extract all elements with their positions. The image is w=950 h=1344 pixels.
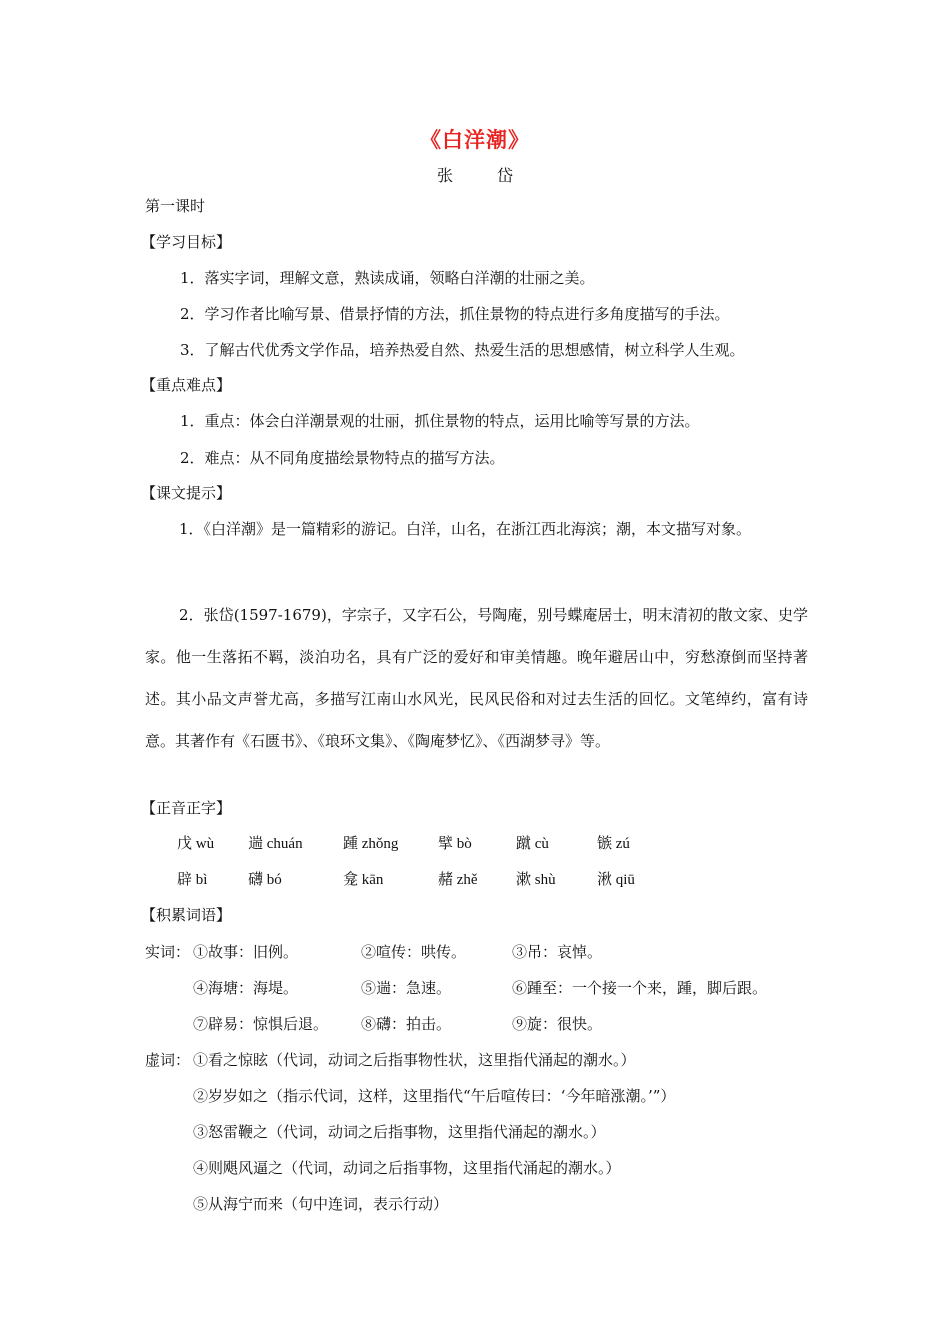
- goal-item: 3．了解古代优秀文学作品，培养热爱自然、热爱生活的思想感情，树立科学人生观。: [180, 341, 745, 359]
- tip-paragraph: 1．《白洋潮》是一篇精彩的游记。白洋，山名，在浙江西北海滨；潮，本文描写对象。: [179, 520, 752, 538]
- content-word-item: ③吊：哀悼。: [512, 943, 603, 961]
- content-word-item: ⑧礴：拍击。: [361, 1015, 452, 1033]
- pronunciation-item: 赭 zhě: [438, 872, 478, 888]
- content-word-item: ⑤遄：急速。: [361, 979, 452, 997]
- content-word-item: ④海塘：海堤。: [193, 979, 299, 997]
- pronunciation-item: 湫 qiū: [597, 872, 635, 888]
- pronunciation-item: 辟 bì: [177, 872, 208, 888]
- content-word-item: ⑨旋：很快。: [512, 1015, 603, 1033]
- content-word-item: ②喧传：哄传。: [361, 943, 467, 961]
- content-word-item: ⑦辟易：惊惧后退。: [193, 1015, 329, 1033]
- section-heading-tips: 【课文提示】: [141, 484, 232, 502]
- keypoint-item: 1．重点：体会白洋潮景观的壮丽，抓住景物的特点，运用比喻等写景的方法。: [180, 412, 700, 430]
- section-heading-goals: 【学习目标】: [141, 233, 232, 251]
- keypoint-item: 2．难点：从不同角度描绘景物特点的描写方法。: [180, 449, 505, 467]
- author-name: 张 岱: [436, 166, 527, 185]
- content-word-item: ⑥踵至：一个接一个来，踵，脚后跟。: [512, 979, 768, 997]
- section-heading-vocabulary: 【积累词语】: [141, 906, 232, 924]
- tip-paragraph: 2．张岱(1597-1679)，字宗子，又字石公，号陶庵，别号蝶庵居士，明末清初的散文家、史学家。他一生落拓不羁，淡泊功名，具有广泛的爱好和审美情趣。晚年避居山中，穷愁潦倒而坚持著述。其小品文声誉尤高，多描写江南山水风光，民风民俗和对过去生活的回忆。文笔绰约，富有诗意。其著作有《石匮书》、《琅环文集》、《陶庵梦忆》、《西湖梦寻》等。: [145, 606, 808, 750]
- function-word-item: ①看之惊眩（代词，动词之后指事物性状，这里指代涌起的潮水。）: [193, 1051, 636, 1069]
- content-word-item: ①故事：旧例。: [193, 943, 299, 961]
- function-word-item: ②岁岁如之（指示代词，这样，这里指代“午后喧传曰：‘今年暗涨潮。’”）: [193, 1087, 676, 1105]
- function-word-item: ③怒雷鞭之（代词，动词之后指事物，这里指代涌起的潮水。）: [193, 1123, 606, 1141]
- pronunciation-item: 蹴 cù: [516, 836, 549, 852]
- function-words-label: 虚词：: [145, 1051, 191, 1069]
- goal-item: 1．落实字词，理解文意，熟读成诵，领略白洋潮的壮丽之美。: [180, 269, 595, 287]
- pronunciation-item: 镞 zú: [597, 836, 630, 852]
- pronunciation-item: 礴 bó: [248, 872, 282, 888]
- function-word-item: ⑤从海宁而来（句中连词，表示行动）: [193, 1195, 449, 1213]
- section-heading-keypoints: 【重点难点】: [141, 376, 232, 394]
- pronunciation-item: 擘 bò: [438, 836, 472, 852]
- section-heading-pronunciation: 【正音正字】: [141, 799, 232, 817]
- function-word-item: ④则飓风逼之（代词，动词之后指事物，这里指代涌起的潮水。）: [193, 1159, 621, 1177]
- pronunciation-item: 戊 wù: [177, 836, 215, 852]
- pronunciation-item: 漱 shù: [516, 872, 556, 888]
- document-title: 《白洋潮》: [420, 128, 530, 152]
- goal-item: 2．学习作者比喻写景、借景抒情的方法，抓住景物的特点进行多角度描写的手法。: [180, 305, 730, 323]
- lesson-label: 第一课时: [145, 197, 206, 215]
- pronunciation-item: 龛 kān: [343, 872, 384, 888]
- pronunciation-item: 踵 zhǒng: [343, 836, 399, 852]
- pronunciation-item: 遄 chuán: [248, 836, 303, 852]
- content-words-label: 实词：: [145, 943, 191, 961]
